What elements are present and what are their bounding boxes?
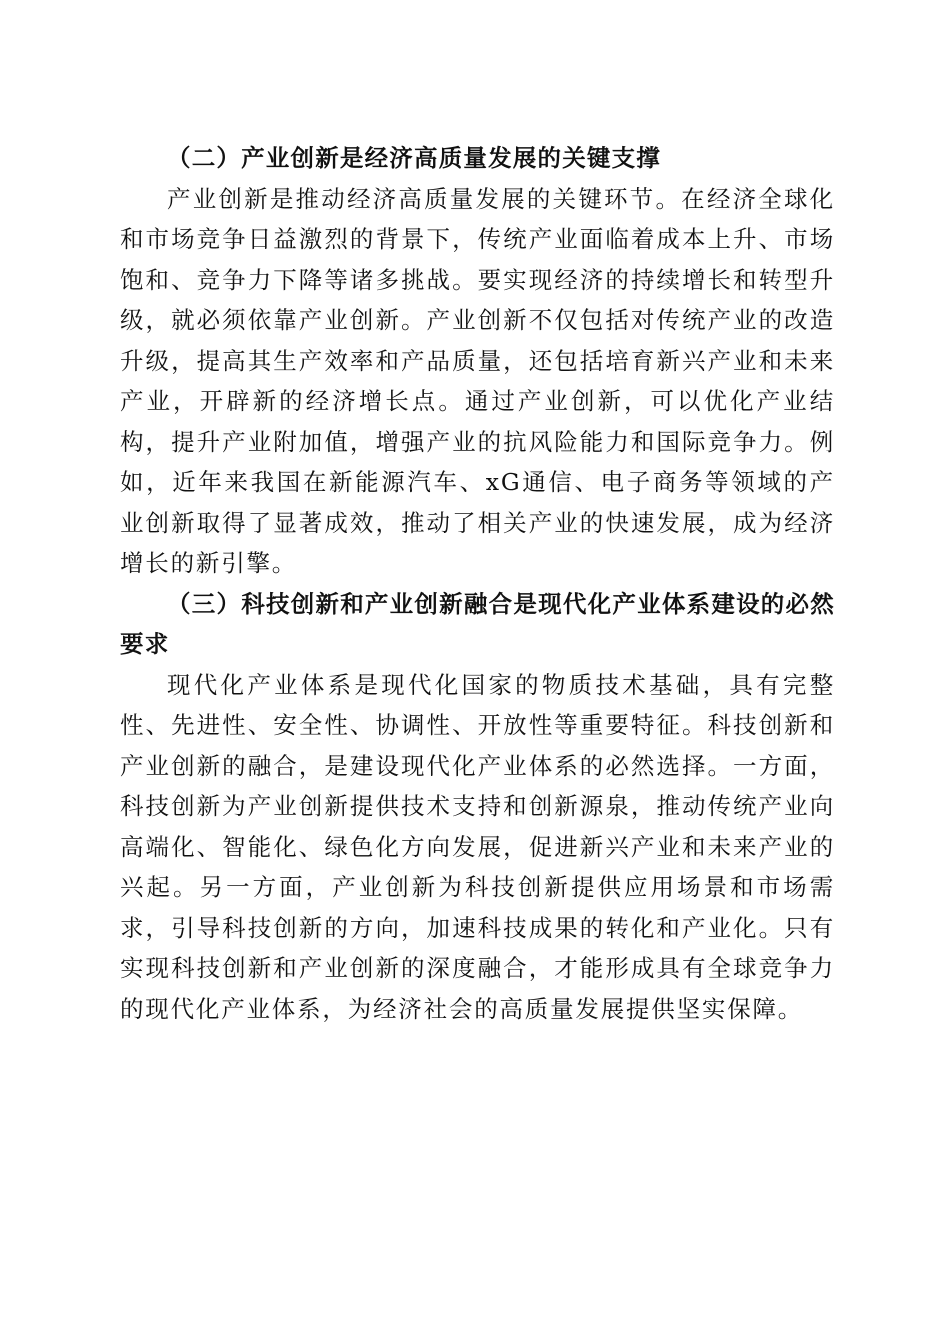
document-page <box>120 138 835 1029</box>
section-heading-3: （三）科技创新和产业创新融合是现代化产业体系建设的必然要求 <box>120 589 835 658</box>
section-paragraph-3: 现代化产业体系是现代化国家的物质技术基础，具有完整性、先进性、安全性、协调性、开放性等重要特征。科技创新和产业创新的融合，是建设现代化产业体系的必然选择。一方面，科技创新为产业创新提供技术支持和创新源泉，推动传统产业向高端化、智能化、绿色化方向发展，促进新兴产业和未来产业的兴起。另一方面，产业创新为科技创新提供应用场景和市场需求，引导科技创新的方向，加速科技成果的转化和产业化。只有实现科技创新和产业创新的深度融合，才能形成具有全球竞争力的现代化产业体系，为经济社会的高质量发展提供坚实保障。 <box>120 670 835 1023</box>
section-heading-2: （二）产业创新是经济高质量发展的关键支撑 <box>167 144 661 172</box>
section-paragraph-2: 产业创新是推动经济高质量发展的关键环节。在经济全球化和市场竞争日益激烈的背景下，传统产业面临着成本上升、市场饱和、竞争力下降等诸多挑战。要实现经济的持续增长和转型升级，就必须依靠产业创新。产业创新不仅包括对传统产业的改造升级，提高其生产效率和产品质量，还包括培育新兴产业和未来产业，开辟新的经济增长点。通过产业创新，可以优化产业结构，提升产业附加值，增强产业的抗风险能力和国际竞争力。例如，近年来我国在新能源汽车、xG通信、电子商务等领域的产业创新取得了显著成效，推动了相关产业的快速发展，成为经济增长的新引擎。 <box>120 184 835 577</box>
